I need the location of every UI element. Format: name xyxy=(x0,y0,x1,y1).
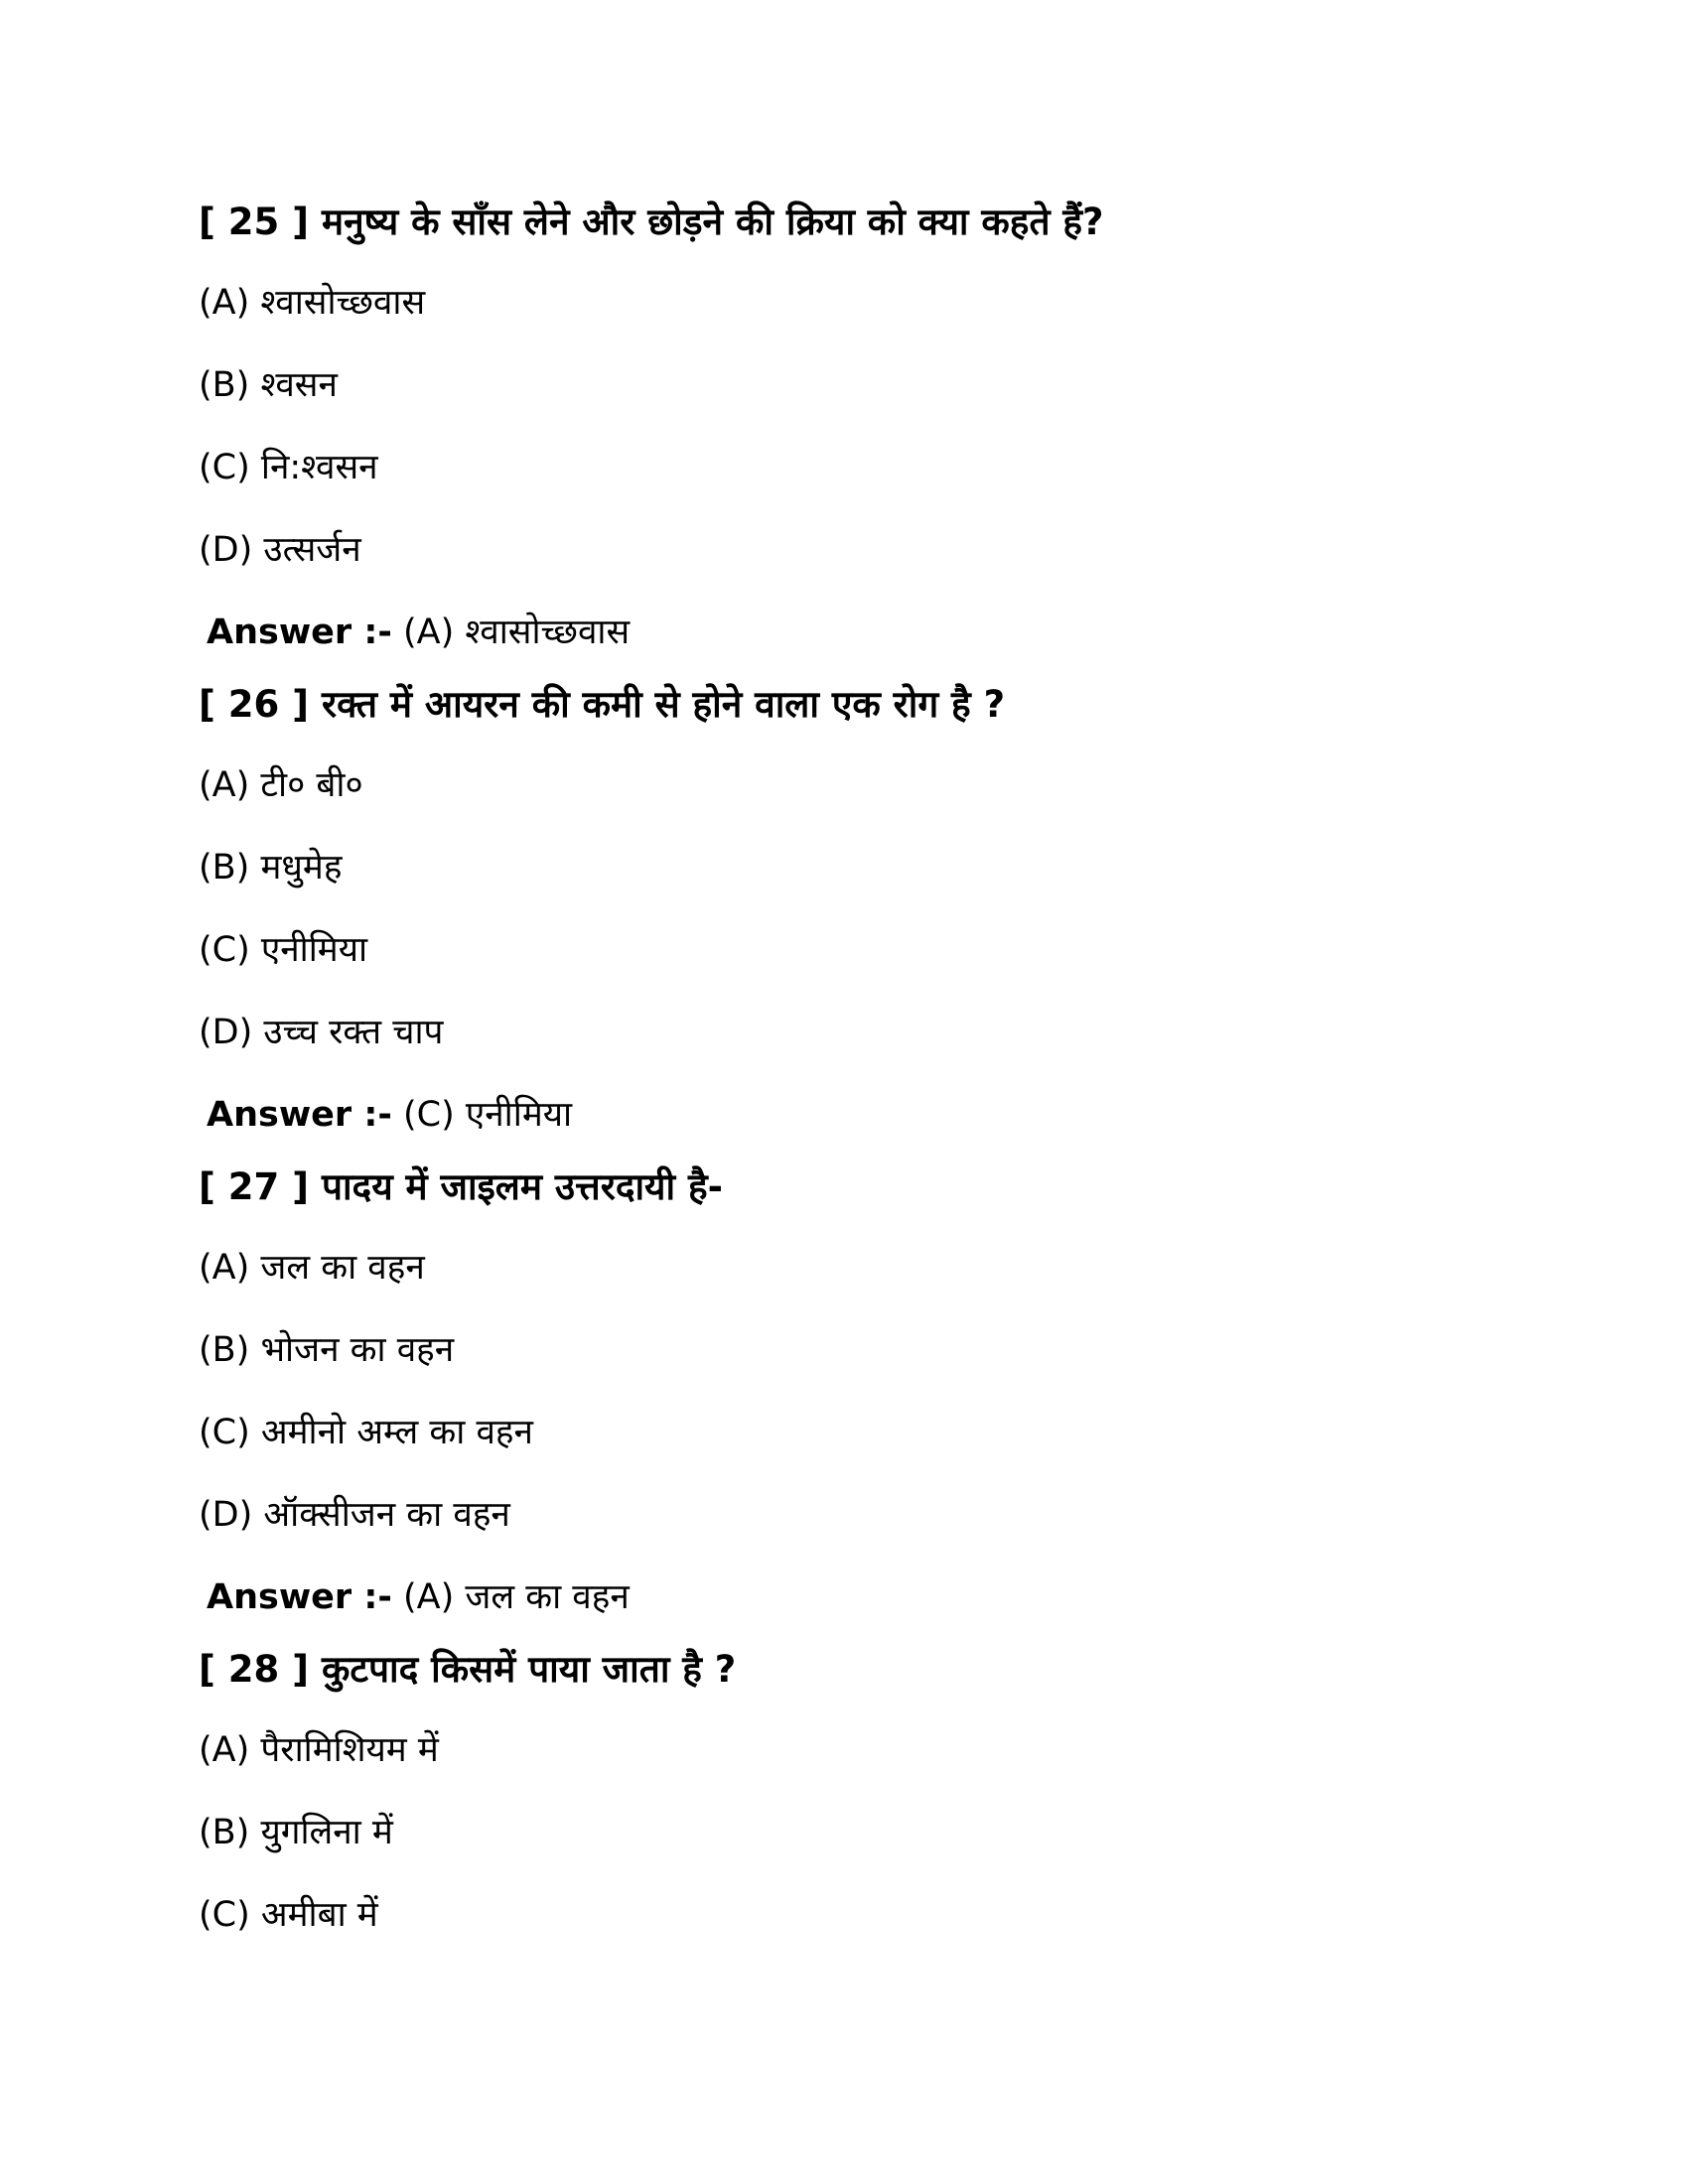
q27-option-a: (A) जल का वहन xyxy=(199,1248,425,1288)
q28-option-a: (A) पैरामिशियम में xyxy=(199,1730,439,1770)
q26-answer xyxy=(207,1095,573,1135)
answer-value: (C) एनीमिया xyxy=(403,1095,573,1135)
q28-option-c: (C) अमीबा में xyxy=(199,1895,378,1935)
q27-answer xyxy=(207,1577,630,1617)
answer-label: Answer :- xyxy=(207,1577,392,1617)
q25-option-a: (A) श्वासोच्छवास xyxy=(199,283,426,323)
answer-label: Answer :- xyxy=(207,613,392,652)
q28-option-b: (B) युगलिना में xyxy=(199,1813,393,1852)
q25-option-d: (D) उत्सर्जन xyxy=(199,530,361,570)
q25-option-b: (B) श्वसन xyxy=(199,365,338,405)
q27-option-b: (B) भोजन का वहन xyxy=(199,1330,455,1370)
answer-label: Answer :- xyxy=(207,1095,392,1135)
q25-option-c: (C) नि:श्वसन xyxy=(199,448,378,487)
question-25: [ 25 ] मनुष्य के साँस लेने और छोड़ने की क्रिया को क्या कहते हैं? xyxy=(199,201,1104,243)
q27-option-c: (C) अमीनो अम्ल का वहन xyxy=(199,1413,533,1452)
q25-answer xyxy=(207,615,630,650)
answer-value: (A) श्वासोच्छवास xyxy=(403,613,631,652)
q26-option-d: (D) उच्च रक्त चाप xyxy=(199,1013,444,1052)
q27-option-d: (D) ऑक्सीजन का वहन xyxy=(199,1495,510,1535)
q26-option-b: (B) मधुमेह xyxy=(199,848,343,887)
q26-option-c: (C) एनीमिया xyxy=(199,930,368,970)
question-26: [ 26 ] रक्त में आयरन की कमी से होने वाला एक रोग है ? xyxy=(199,683,1006,726)
question-27: [ 27 ] पादय में जाइलम उत्तरदायी है- xyxy=(199,1165,723,1208)
question-28: [ 28 ] कुटपाद किसमें पाया जाता है ? xyxy=(199,1648,737,1691)
answer-value: (A) जल का वहन xyxy=(403,1577,630,1617)
q26-option-a: (A) टी० बी० xyxy=(199,765,363,805)
